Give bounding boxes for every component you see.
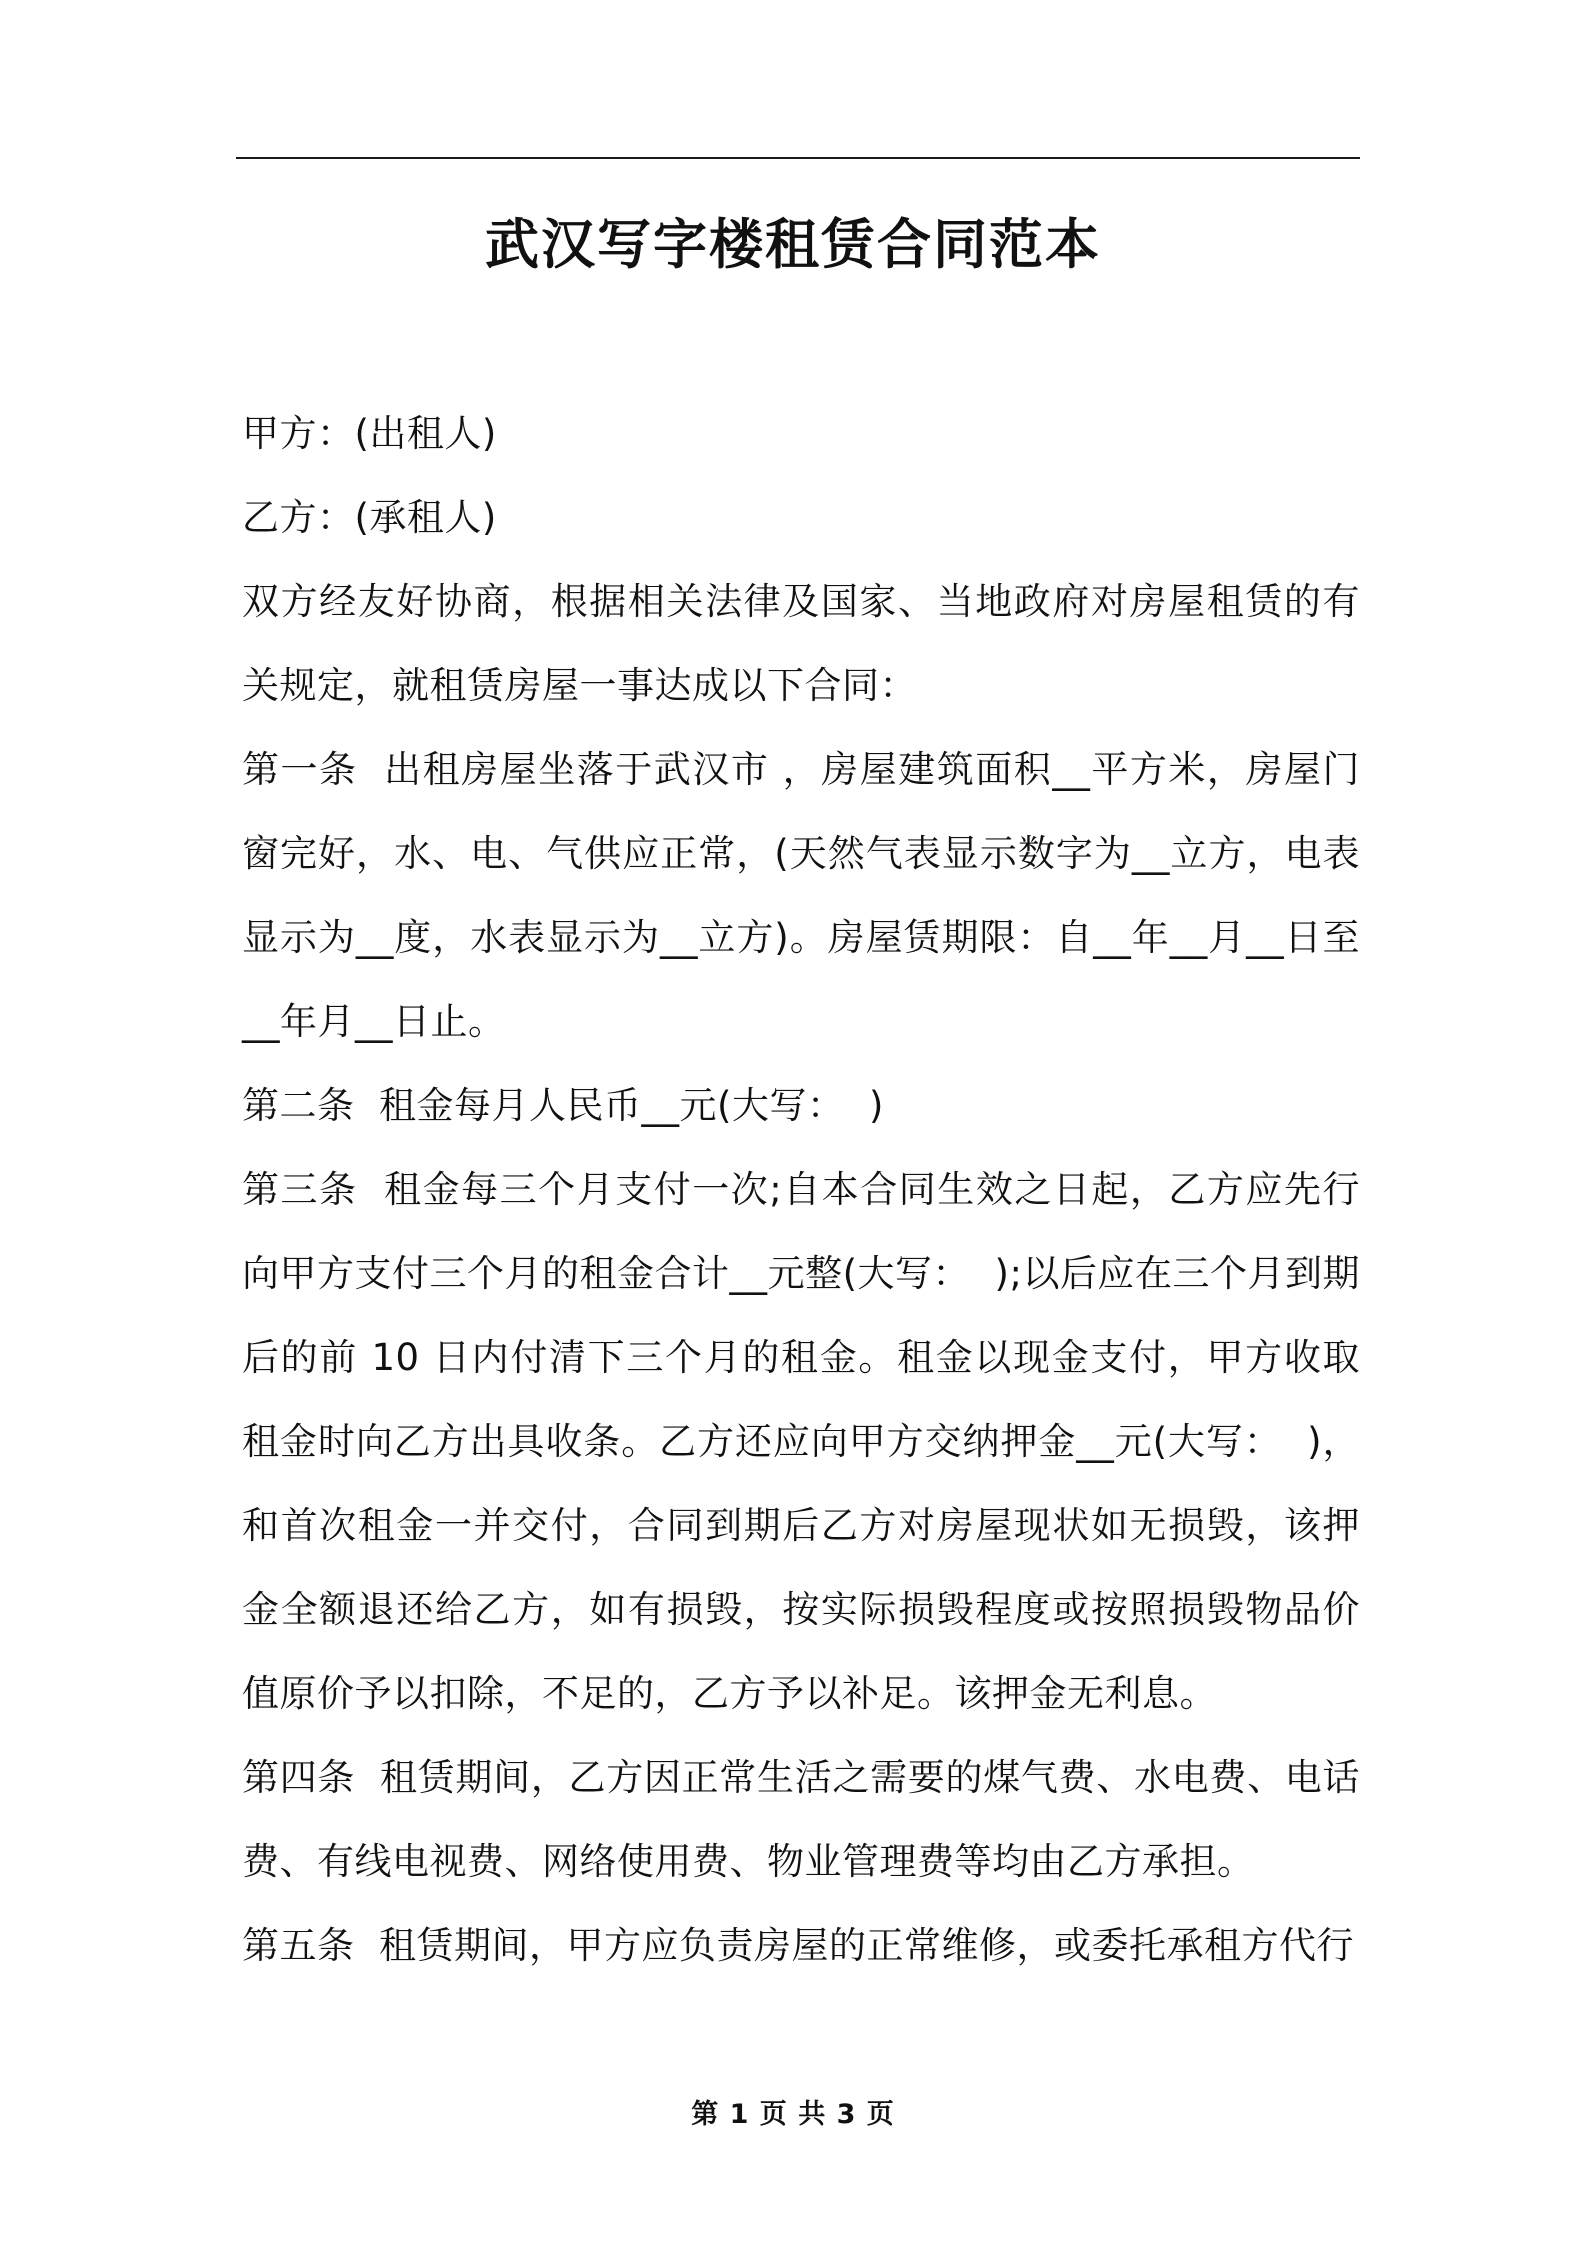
header-rule (236, 157, 1360, 159)
paragraph-article-3: 第三条 租金每三个月支付一次;自本合同生效之日起，乙方应先行向甲方支付三个月的租金合计__元整(大写： );以后应在三个月到期后的前 10 日内付清下三个月的租金。租金以现金支付，甲方收取租金时向乙方出具收条。乙方还应向甲方交纳押金__元(大写： )，和首次租金一并交付，合同到期后乙方对房屋现状如无损毁，该押金全额退还给乙方，如有损毁，按实际损毁程度或按照损毁物品价值原价予以扣除，不足的，乙方予以补足。该押金无利息。 (242, 1168, 1360, 1715)
paragraph-party-b: 乙方：(承租人) (242, 496, 497, 539)
document-body (242, 392, 1360, 1988)
document-title: 武汉写字楼租赁合同范本 (485, 213, 1101, 276)
paragraph-party-a: 甲方：(出租人) (242, 412, 497, 455)
paragraph-article-5: 第五条 租赁期间，甲方应负责房屋的正常维修，或委托承租方代行 (242, 1924, 1355, 1967)
paragraph-article-2: 第二条 租金每月人民币__元(大写： ) (242, 1084, 884, 1127)
paragraph-preamble: 双方经友好协商，根据相关法律及国家、当地政府对房屋租赁的有关规定，就租赁房屋一事达成以下合同： (242, 580, 1360, 707)
paragraph-article-1: 第一条 出租房屋坐落于武汉市 ，房屋建筑面积__平方米，房屋门窗完好，水、电、气供应正常，(天然气表显示数字为__立方，电表显示为__度，水表显示为__立方)。房屋赁期限：自__年__月__日至__年月__日止。 (242, 748, 1360, 1043)
paragraph-article-4: 第四条 租赁期间，乙方因正常生活之需要的煤气费、水电费、电话费、有线电视费、网络使用费、物业管理费等均由乙方承担。 (242, 1756, 1360, 1883)
page-footer: 第 1 页 共 3 页 (691, 2099, 895, 2130)
